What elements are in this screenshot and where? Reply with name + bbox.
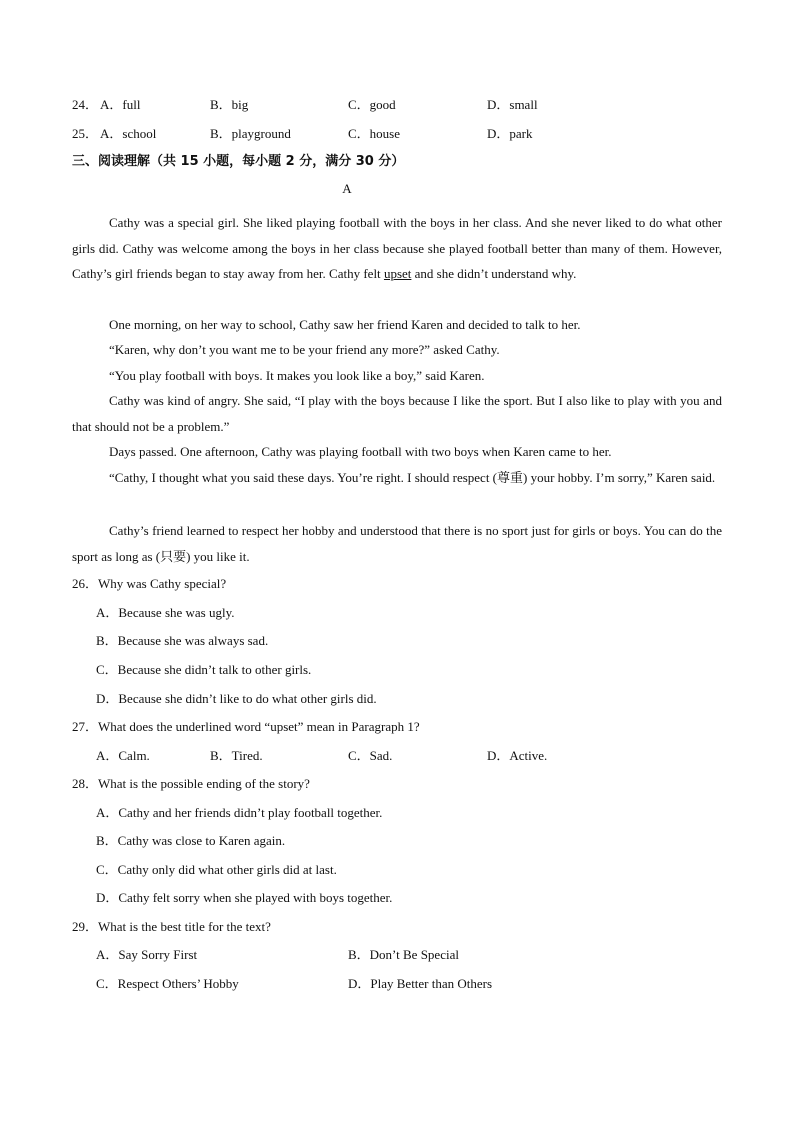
question-29-option-a: A．Say Sorry First — [96, 947, 198, 962]
paragraph-text: Cathy was a special girl. She liked playing football with the boys in her class. And she never liked to do what other girls did. Cathy was welcome among the boys in her class because she played football better than many of them. However, Cathy’s girl friends began to stay away from her. Cathy felt — [72, 215, 722, 281]
section-title: 三、阅读理解（共 15 小题，每小题 2 分，满分 30 分） — [72, 154, 405, 169]
question-27-option-d: D．Active. — [487, 748, 548, 763]
passage-paragraph-7: “Cathy, I thought what you said these days. You’re right. I should respect (尊重) your hobby. I’m sorry,” Karen said. — [109, 470, 716, 485]
question-26-option-a: A．Because she was ugly. — [96, 605, 235, 620]
passage-paragraph-4: “You play football with boys. It makes you look like a boy,” said Karen. — [109, 368, 485, 383]
question-27-option-b: B．Tired. — [210, 748, 263, 763]
question-28-option-c: C．Cathy only did what other girls did at last. — [96, 862, 337, 877]
option-a: A．school — [100, 126, 157, 141]
question-28-option-b: B．Cathy was close to Karen again. — [96, 833, 286, 848]
passage-paragraph-5: Cathy was kind of angry. She said, “I play with the boys because I like the sport. But I also like to play with you and that should not be a problem.” — [72, 393, 722, 434]
question-28-option-d: D．Cathy felt sorry when she played with boys together. — [96, 890, 393, 905]
question-28-option-a: A．Cathy and her friends didn’t play football together. — [96, 805, 383, 820]
question-29-option-d: D．Play Better than Others — [348, 976, 493, 991]
question-27-option-a: A．Calm. — [96, 748, 150, 763]
option-c: C．house — [348, 126, 401, 141]
question-24 — [72, 95, 732, 115]
question-29-stem: 29．What is the best title for the text? — [72, 919, 271, 934]
option-d: D．park — [487, 126, 533, 141]
question-29-option-c: C．Respect Others’ Hobby — [96, 976, 239, 991]
question-number: 25． — [72, 126, 99, 141]
question-29-option-b: B．Don’t Be Special — [348, 947, 459, 962]
passage-paragraph-1 — [72, 210, 722, 287]
option-b: B．playground — [210, 126, 291, 141]
question-26-option-c: C．Because she didn’t talk to other girls. — [96, 662, 312, 677]
question-number: 24． — [72, 97, 99, 112]
question-26-option-d: D．Because she didn’t like to do what other girls did. — [96, 691, 377, 706]
option-a: A．full — [100, 97, 141, 112]
passage-paragraph-2: One morning, on her way to school, Cathy saw her friend Karen and decided to talk to her. — [109, 317, 581, 332]
passage-label: A — [342, 181, 352, 196]
option-b: B．big — [210, 97, 249, 112]
passage-paragraph-8: Cathy’s friend learned to respect her hobby and understood that there is no sport just for girls or boys. You can do the sport as long as (只要) you like it. — [72, 523, 722, 564]
question-27-option-c: C．Sad. — [348, 748, 393, 763]
option-d: D．small — [487, 97, 538, 112]
question-28-stem: 28．What is the possible ending of the story? — [72, 776, 310, 791]
passage-paragraph-3: “Karen, why don’t you want me to be your friend any more?” asked Cathy. — [109, 342, 500, 357]
question-26-option-b: B．Because she was always sad. — [96, 633, 269, 648]
option-c: C．good — [348, 97, 396, 112]
question-25 — [72, 124, 732, 144]
question-27-stem: 27．What does the underlined word “upset” mean in Paragraph 1? — [72, 719, 420, 734]
underlined-word: upset — [383, 266, 412, 281]
paragraph-text: and she didn’t understand why. — [411, 266, 577, 281]
question-26-stem: 26．Why was Cathy special? — [72, 576, 227, 591]
passage-paragraph-6: Days passed. One afternoon, Cathy was playing football with two boys when Karen came to her. — [109, 444, 612, 459]
